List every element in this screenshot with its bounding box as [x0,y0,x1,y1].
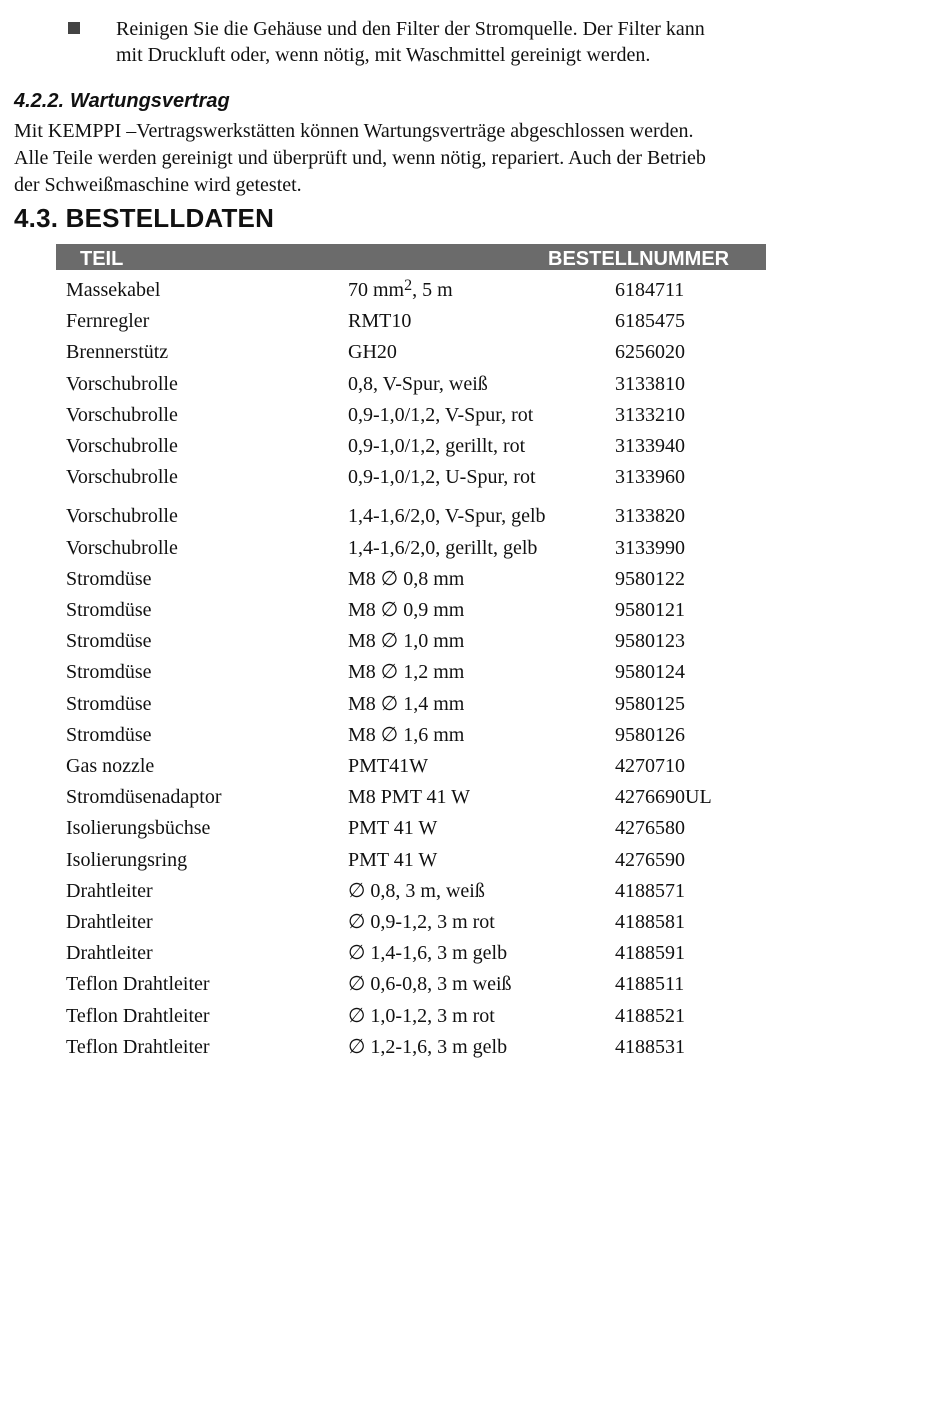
order-number-cell: 3133940 [615,435,685,457]
part-cell: Stromdüse [66,567,152,590]
part-cell: Isolierungsring [66,848,188,871]
spec-text-after: , 5 m [412,279,453,301]
part-cell: Vorschubrolle [66,466,178,489]
spec-cell: M8 ∅ 1,6 mm [348,723,465,746]
order-number-cell: 4276590 [615,848,685,871]
spec-cell: ∅ 1,2-1,6, 3 m gelb [348,1035,508,1058]
spec-cell [348,276,453,304]
order-number-cell: 4188581 [615,911,685,933]
part-cell: Gas nozzle [66,755,155,777]
spec-cell: PMT 41 W [348,817,438,840]
paragraph-line: Alle Teile werden gereinigt und überprüft und, wenn nötig, repariert. Auch der Betrieb [14,147,706,169]
part-cell: Vorschubrolle [66,536,178,559]
part-cell: Drahtleiter [66,879,153,902]
order-number-cell: 6256020 [615,341,685,364]
bullet-item-text [116,16,816,68]
spec-cell: M8 ∅ 0,8 mm [348,567,465,590]
part-cell: Vorschubrolle [66,372,178,395]
spec-cell: 0,9-1,0/1,2, V-Spur, rot [348,403,534,426]
order-number-cell: 6185475 [615,310,685,333]
order-number-cell: 4188521 [615,1004,685,1027]
paragraph-line: der Schweißmaschine wird getestet. [14,174,302,196]
part-cell: Stromdüse [66,630,152,653]
spec-cell: M8 ∅ 1,0 mm [348,630,465,653]
order-number-cell: 9580121 [615,599,685,621]
part-cell: Stromdüse [66,723,152,746]
part-cell: Stromdüse [66,692,152,715]
part-cell: Brennerstütz [66,341,169,364]
spec-cell: PMT41W [348,755,428,777]
spec-cell: RMT10 [348,310,412,333]
bullet-square-icon [68,22,80,34]
spec-cell: PMT 41 W [348,848,438,871]
order-number-cell: 4188511 [615,973,685,996]
order-number-cell: 4276690UL [615,786,712,809]
spec-cell: ∅ 0,8, 3 m, weiß [348,879,485,902]
bullet-line: Reinigen Sie die Gehäuse und den Filter der Stromquelle. Der Filter kann [116,18,705,40]
spec-cell: M8 ∅ 1,4 mm [348,692,465,715]
spec-cell: 1,4-1,6/2,0, gerillt, gelb [348,536,538,559]
spec-text: 70 mm [348,279,405,301]
part-cell: Teflon Drahtleiter [66,973,210,996]
part-cell: Vorschubrolle [66,505,178,528]
spec-cell: 1,4-1,6/2,0, V-Spur, gelb [348,505,546,528]
spec-cell: M8 PMT 41 W [348,786,471,809]
part-cell: Vorschubrolle [66,435,178,457]
order-number-cell: 3133810 [615,372,685,395]
spec-cell: 0,8, V-Spur, weiß [348,372,488,395]
paragraph-line: Mit KEMPPI –Vertragswerkstätten können Wartungsverträge abgeschlossen werden. [14,120,694,142]
spec-cell: ∅ 1,0-1,2, 3 m rot [348,1004,495,1027]
bullet-line: mit Druckluft oder, wenn nötig, mit Waschmittel gereinigt werden. [116,44,651,66]
part-cell: Fernregler [66,310,150,333]
part-cell: Isolierungsbüchse [66,817,211,840]
maintenance-paragraph [14,118,914,199]
subsection-title: Wartungsvertrag [70,90,230,112]
order-number-cell: 9580126 [615,723,685,746]
spec-cell: ∅ 0,9-1,2, 3 m rot [348,911,495,933]
order-number-cell: 4188591 [615,942,685,965]
spec-cell: 0,9-1,0/1,2, gerillt, rot [348,435,526,457]
part-cell: Stromdüsenadaptor [66,786,222,809]
spec-cell: M8 ∅ 0,9 mm [348,599,465,621]
part-cell: Stromdüse [66,599,152,621]
part-cell: Drahtleiter [66,942,153,965]
order-number-cell: 9580123 [615,630,685,653]
subsection-heading [14,88,230,114]
part-cell: Massekabel [66,279,161,301]
order-number-cell: 3133960 [615,466,685,489]
order-table-header [56,244,766,270]
order-number-cell: 9580125 [615,692,685,715]
part-cell: Teflon Drahtleiter [66,1035,210,1058]
order-number-cell: 3133990 [615,536,685,559]
spec-superscript: 2 [404,277,413,294]
section-heading: 4.3. BESTELLDATEN [14,203,275,233]
order-number-cell: 6184711 [615,279,685,301]
order-number-cell: 4270710 [615,755,685,777]
order-number-cell: 9580122 [615,567,685,590]
header-part: TEIL [80,248,124,270]
spec-cell: ∅ 1,4-1,6, 3 m gelb [348,942,508,965]
order-number-cell: 4188571 [615,879,685,902]
header-order-number: BESTELLNUMMER [548,248,730,270]
spec-cell: GH20 [348,341,397,364]
part-cell: Stromdüse [66,661,152,684]
part-cell: Drahtleiter [66,911,153,933]
order-number-cell: 4276580 [615,817,685,840]
spec-cell: ∅ 0,6-0,8, 3 m weiß [348,973,512,996]
order-number-cell: 3133820 [615,505,685,528]
spec-cell: 0,9-1,0/1,2, U-Spur, rot [348,466,536,489]
part-cell: Vorschubrolle [66,403,178,426]
part-cell: Teflon Drahtleiter [66,1004,210,1027]
subsection-number: 4.2.2. [14,90,65,112]
order-number-cell: 9580124 [615,661,685,684]
spec-cell: M8 ∅ 1,2 mm [348,661,465,684]
order-number-cell: 3133210 [615,403,685,426]
order-number-cell: 4188531 [615,1035,685,1058]
